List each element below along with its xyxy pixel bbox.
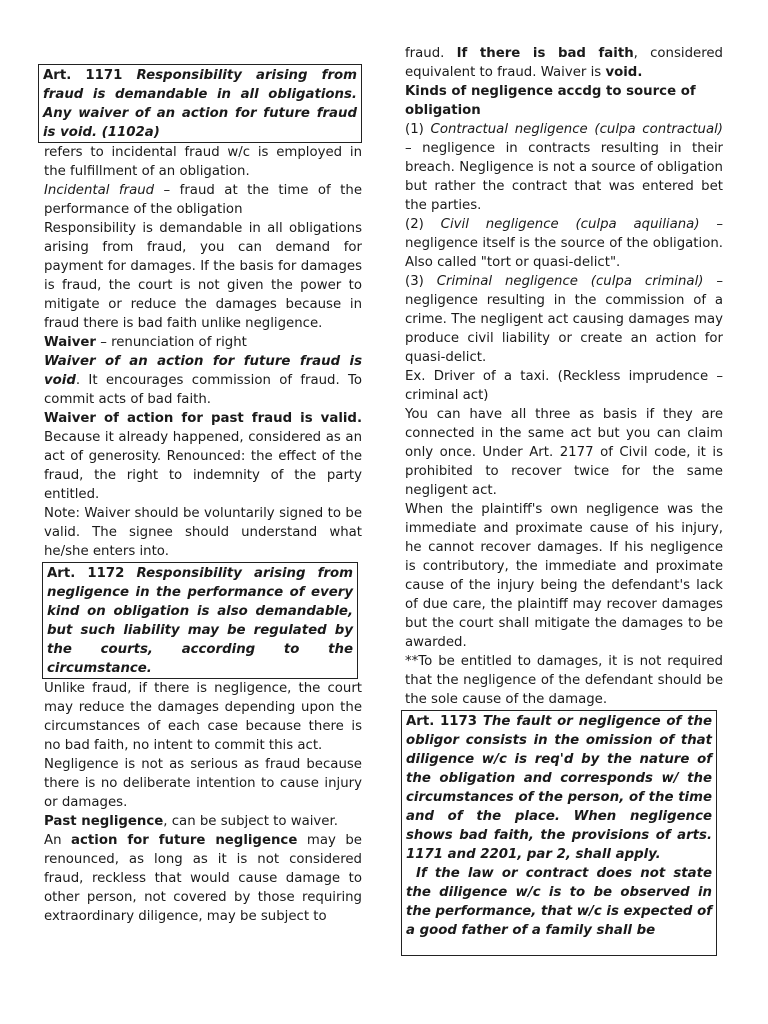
paragraph: Note: Waiver should be voluntarily signed to be valid. The signee should understand what he/she enters into. (44, 506, 362, 559)
article-text: The fault or negligence of the obligor consists in the omission of that diligence w/c is req'd by the nature of the obligation and corresponds w/ the circumstances of the person, of the time and of the place. When negligence shows bad faith, the provisions of arts. 1171 and 2201, par 2, shall apply. (406, 714, 712, 862)
paragraph: When the plaintiff's own negligence was the immediate and proximate cause of his injury, he cannot recover damages. If his negligence is contributory, the immediate and proximate cause of the injury being the defendant's lack of due care, the plaintiff may recover damages but the court shall mitigate the damages to be awarded. (405, 502, 723, 650)
article-number: Art. 1173 (406, 714, 478, 729)
paragraph: An action for future negligence may be renounced, as long as it is not considered fraud, reckless that would cause damage to other person, not covered by those requiring extraordinary diligence, may be subject to (44, 833, 362, 924)
paragraph: Negligence is not as serious as fraud because there is no deliberate intention to cause injury or damages. (44, 757, 362, 810)
left-column (44, 44, 362, 926)
article-1173-box (401, 710, 717, 956)
paragraph: Responsibility is demandable in all obligations arising from fraud, you can demand for payment for damages. If the basis for damages is fraud, the court is not given the power to mitigate or reduce the damages because in fraud there is bad faith unlike negligence. (44, 221, 362, 331)
paragraph: Incidental fraud – fraud at the time of the performance of the obligation (44, 183, 362, 217)
paragraph: Waiver of action for past fraud is valid. Because it already happened, considered as an act of generosity. Renounced: the effect of the fraud, the right to indemnity of the party entitled. (44, 411, 362, 502)
paragraph: Waiver of an action for future fraud is void. It encourages commission of fraud. To commit acts of bad faith. (44, 354, 362, 407)
article-number: Art. 1172 (47, 566, 125, 581)
paragraph: Ex. Driver of a taxi. (Reckless imprudence – criminal act) (405, 369, 723, 403)
article-number: Art. 1171 (43, 68, 123, 83)
paragraph: fraud. If there is bad faith, considered equivalent to fraud. Waiver is void. (405, 46, 723, 80)
list-item: (1) Contractual negligence (culpa contractual) – negligence in contracts resulting in their breach. Negligence is not a source of obligation but rather the contract that was entered bet the parties. (405, 122, 723, 213)
section-heading: Kinds of negligence accdg to source of obligation (405, 84, 696, 118)
paragraph: refers to incidental fraud w/c is employed in the fulfillment of an obligation. (44, 145, 362, 179)
article-text: Responsibility arising from fraud is demandable in all obligations. Any waiver of an action for future fraud is void. (1102a) (43, 68, 357, 140)
paragraph: Waiver – renunciation of right (44, 335, 247, 350)
paragraph: Past negligence, can be subject to waiver. (44, 814, 338, 829)
list-item: (3) Criminal negligence (culpa criminal) – negligence resulting in the commission of a crime. The negligent act causing damages may produce civil liability or create an action for quasi-delict. (405, 274, 723, 365)
paragraph: Unlike fraud, if there is negligence, the court may reduce the damages depending upon the circumstances of each case because there is no bad faith, no intent to commit this act. (44, 681, 362, 753)
article-1171-box (38, 64, 362, 143)
article-1172-box (42, 562, 358, 679)
article-text: Responsibility arising from negligence in the performance of every kind on obligation is also demandable, but such liability may be regulated by the courts, according to the circumstance. (47, 566, 353, 676)
paragraph: You can have all three as basis if they are connected in the same act but you can claim only once. Under Art. 2177 of Civil code, it is prohibited to recover twice for the same negligent act. (405, 407, 723, 498)
right-column (405, 44, 723, 956)
paragraph: **To be entitled to damages, it is not required that the negligence of the defendant should be the sole cause of the damage. (405, 654, 723, 707)
article-text-continued: If the law or contract does not state the diligence w/c is to be observed in the performance, that w/c is expected of a good father of a family shall be (406, 866, 712, 938)
list-item: (2) Civil negligence (culpa aquiliana) – negligence itself is the source of the obligation. Also called "tort or quasi-delict". (405, 217, 723, 270)
